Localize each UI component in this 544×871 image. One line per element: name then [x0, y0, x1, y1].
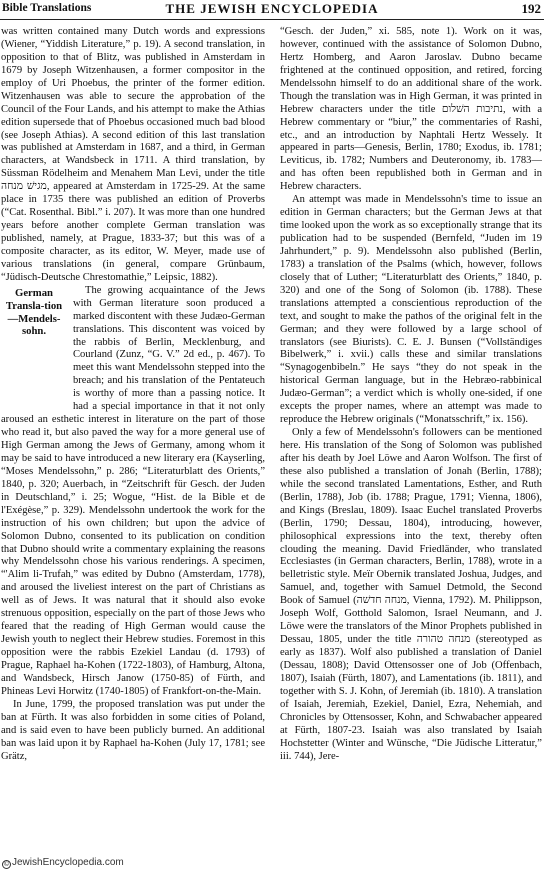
- paragraph: In June, 1799, the proposed translation was put under the ban at Fürth. It was also forbidden in some cities of Poland, and is said even to have been publicly burned. An additional ban was laid upon it by Raphael ha-Kohen (July 17, 1781; see Grätz,: [1, 698, 265, 762]
- right-column: [280, 26, 542, 858]
- paragraph: [1, 285, 265, 699]
- page-footer: [0, 856, 544, 871]
- encyclopedia-title: THE JEWISH ENCYCLOPEDIA: [165, 1, 379, 16]
- paragraph: was written contained many Dutch words and expressions (Wiener, “Yiddish Literature,” p. 19). A second translation, in opposition to that of Blitz, was published in Amsterdam in 1679 by Joseph Witzenhausen, a former compositor in the employ of Uri Phoebus, the printer of the former edition. Witzenhausen was able to secure the approbation of the Council of the Four Lands, and his attempt to make the Athias edition supersede that of Phoebus occasioned much bad blood (see Joseph Athias). A second edition of this last translation was published at Amsterdam in 1687, and a third, in German characters, at Wandsbeck in 1711. A third translation, by Süssman Rödelheim and Menahem Man Levi, under the title מגישׁ מנחה, appeared at Amsterdam in 1725-29. At the same place in 1735 there was published an edition of Proverbs (“Cat. Rosenthal. Bibl.” i. 207). It was more than one hundred years before another complete German translation was published, namely, at Prague, 1833-37; but this was of a composite character, as its editor, W. Meyer, made use of various translations (in general, compare Grünbaum, “Jüdisch-Deutsche Chrestomathie,” Leipsic, 1882).: [1, 26, 265, 283]
- section-title: Bible Translations: [2, 2, 92, 14]
- marginal-sidenote: German Transla-tion—Mendels-sohn.: [5, 286, 63, 338]
- paragraph: An attempt was made in Mendelssohn's time to issue an edition in German characters; but the German Jews at that time looked upon the work as so exceptionally strange that its publication had to be suspended (Bernfeld, “Juden im 19 Jahrhundert,” p. 9). Mendelssohn also published (Berlin, 1783) a translation of the Psalms (which, however, follows closely that of Luther; “Literaturblatt des Orients,” 1840, p. 320) and one of the Song of Solomon (ib. 1788). These translations attempted a conscientious reproduction of the text, and sought to make the pathos of the original felt in the German; and they were followed by a large school of translators (see Biurists). C. E. J. Bunsen (“Vollständiges Bibelwerk,” i. xvii.) calls these and similar translations “Synagogenbibeln.” He says “they do not speak in the historical German language, but in the Hebræo-rabbinical Judæo-German”; a verdict which is wholly one-sided, if one excepts the proper names, where an attempt was made to reproduce the Hebrew originals (“Monatsschrift,” ix. 156).: [280, 194, 542, 426]
- copyright-icon: ©: [3, 861, 10, 868]
- paragraph: “Gesch. der Juden,” xi. 585, note 1). Work on it was, however, continued with the assistance of Solomon Dubno, Hertz Homberg, and Aaron Jaroslav. Dubno became frightened at the continued opposition, and retired, forcing Mendelssohn himself to do an additional share of the work. Though the translation was in High German, it was printed in Hebrew characters under the title נתיבות השׁלום, with a Hebrew commentary or “biur,” the commentaries of Rashi, etc., and an introduction by Naphtali Hertz Wessely. It appeared in parts—Genesis, Berlin, 1780; Exodus, ib. 1781; Leviticus, ib. 1782; Numbers and Deuteronomy, ib. 1783—and has often been republished both in German and in Hebrew characters.: [280, 26, 542, 193]
- site-link-text: JewishEncyclopedia.com: [12, 857, 124, 868]
- page-number: 192: [521, 1, 541, 16]
- page-header: [0, 0, 544, 20]
- site-link[interactable]: [2, 857, 124, 869]
- paragraph: Only a few of Mendelssohn's followers can be mentioned here. His translation of the Song of Solomon was published after his death by Joel Löwe and Aaron Wolfson. The first of these also published a translation of Jonah (Berlin, 1788); while the second translated Lamentations, Esther, and Ruth (Berlin, 1788), Job (ib. 1788; Prague, 1791; Vienna, 1806), and Kings (Breslau, 1809). Isaac Euchel translated Proverbs (Berlin, 1790; Dessau, 1804), introducing, however, philosophical expressions into the text, thereby often clouding the meaning. David Friedländer, who translated Ecclesiastes (in German characters, Berlin, 1788), wrote in a belletristic style. Meïr Obernik translated Joshua, Judges, and Samuel, and, together with Samuel Detmold, the Second Book of Samuel (מנחה חדשׁה, Vienna, 1792). M. Philippson, Joseph Wolf, Gotthold Salomon, Israel Neumann, and J. Löwe were the translators of the Minor Prophets published in Dessau, 1805, under the title מנחה טהורה (stereotyped as early as 1837). Wolf also published a translation of Daniel (Dessau, 1808); David Ottensosser one of Job (Offenbach, 1807), Isaiah (Fürth, 1807), and Lamentations (ib. 1811), and together with S. J. Kohn, of Jeremiah (ib. 1810). A translation of Isaiah, Jeremiah, Ezekiel, Daniel, Ezra, Nehemiah, and Chronicles by Ottensosser, Kohn, and Schwabacher appeared at Fürth, 1807-23. Isaiah was also translated by Isaiah Hochstetter (Winter and Wünsche, “Die Jüdische Litteratur,” iii. 744), Jere-: [280, 427, 542, 762]
- paragraph-text: The growing acquaintance of the Jews with German literature soon produced a marked discontent with these Judæo-German translations. This discontent was voiced by the rabbis of Berlin, Mecklenburg, and Courland (Zunz, “G. V.” 2d ed., p. 467). To meet this want Mendelssohn stepped into the breach; and his translation of the Pentateuch is worthy of more than a passing notice. It had a special importance in that it not only aroused an esthetic interest in literature on the part of those who read it, but also paved the way for a more general use of High German among the Jews of Germany, among whom it may be said to have introduced a new literary era (Kayserling, “Moses Mendelssohn,” p. 286; “Literaturblatt des Orients,” 1840, p. 320; Auerbach, in “Zeitschrift für Gesch. der Juden in Deutschland,” i. 25; Wogue, “Hist. de la Bible et de l'Exégèse,” p. 329). Mendelssohn undertook the work for the instruction of his own children; but upon the advice of Solomon Dubno, consented to its publication on condition that Dubno should write a commentary explaining the reasons why Mendelssohn chose his various renderings. A specimen, “'Alim li-Trufah,” was edited by Dubno (Amsterdam, 1778), and aroused the liveliest interest on the part of Christians as well as of Jews. It was natural that it should also evoke strenuous opposition, especially on the part of those Jews who feared that the reading of High German would cause the Jewish youth to neglect their Hebrew studies. Foremost in this opposition were the rabbis Ezekiel Landau (d. 1793) of Prague, Raphael ha-Kohen (1722-1803), of Hamburg, Altona, and Wandsbeck, Hirsch Janow (1750-85) of Fürth, and Phineas Levi Horwitz (1740-1805) of Frankfort-on-the-Main.: [1, 284, 265, 697]
- left-column: [1, 26, 265, 858]
